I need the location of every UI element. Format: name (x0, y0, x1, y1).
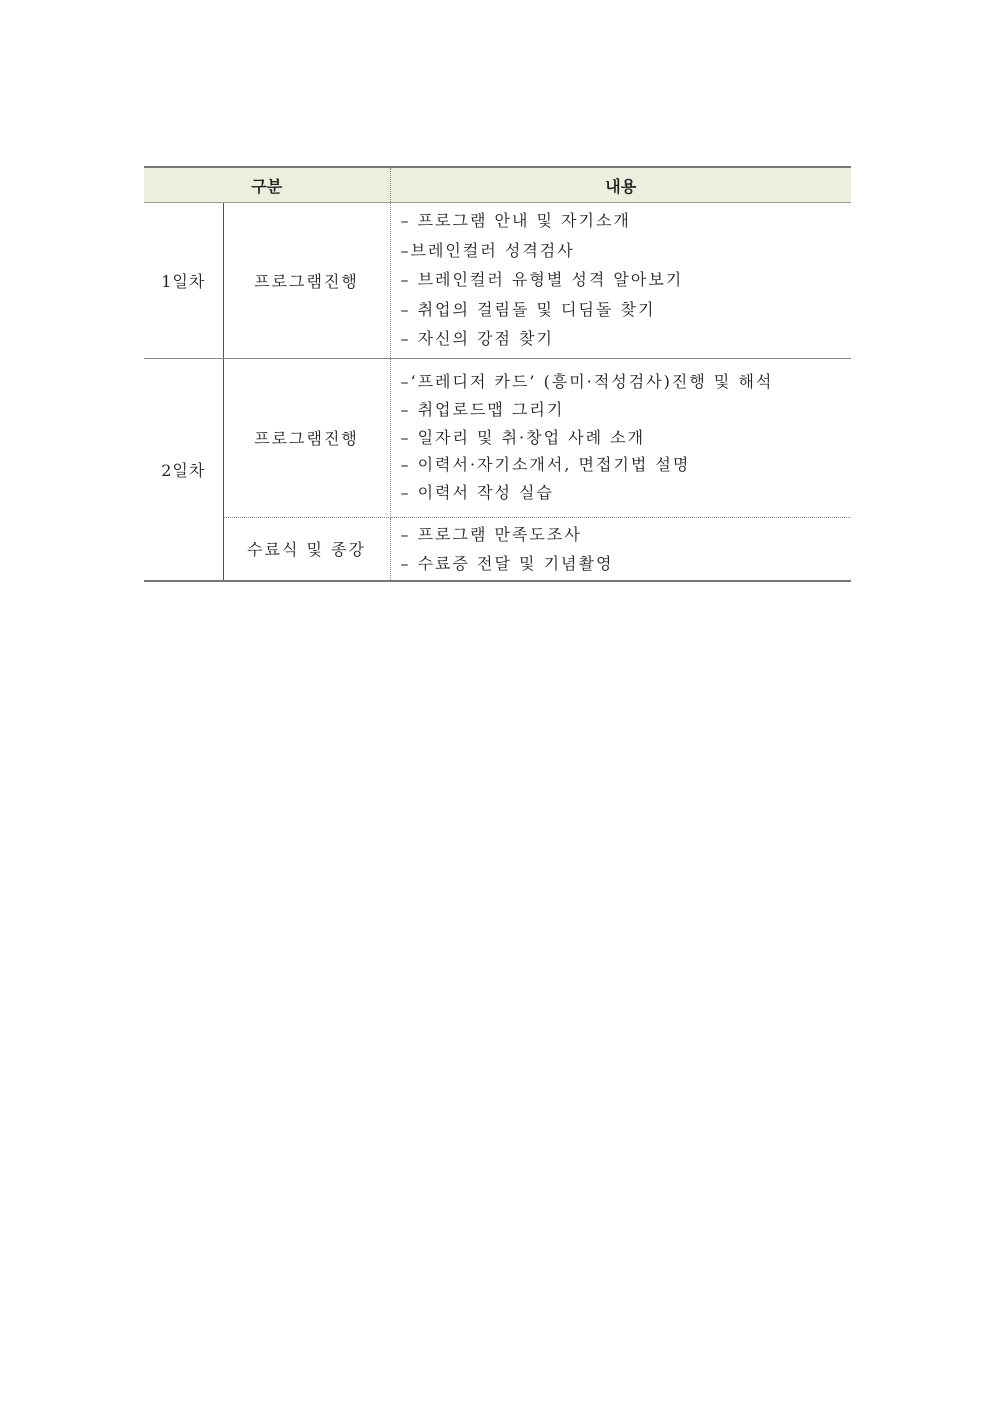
session-type: 프로그램진행 (223, 358, 390, 517)
list-item: – 프로그램 만족도조사 (400, 524, 582, 544)
session-content (390, 203, 851, 359)
table-row (144, 517, 851, 581)
header-content: 내용 (390, 167, 851, 203)
program-schedule-table (144, 166, 851, 582)
session-content (390, 517, 851, 581)
table-header-row (144, 167, 851, 203)
table-row (144, 203, 851, 359)
list-item: –‘프레디저 카드’ (흥미·적성검사)진행 및 해석 (400, 371, 774, 391)
header-category: 구분 (144, 167, 390, 203)
list-item: – 브레인컬러 유형별 성격 알아보기 (400, 270, 684, 290)
list-item: – 일자리 및 취·창업 사례 소개 (400, 427, 646, 447)
table-row (144, 358, 851, 517)
session-content (390, 358, 851, 517)
list-item: – 취업로드맵 그리기 (400, 399, 565, 419)
list-item: – 수료증 전달 및 기념촬영 (400, 553, 614, 573)
list-item: – 프로그램 안내 및 자기소개 (400, 211, 631, 230)
list-item: – 이력서·자기소개서, 면접기법 설명 (400, 455, 691, 475)
session-type: 프로그램진행 (223, 203, 390, 359)
day-label: 2일차 (144, 358, 223, 580)
list-item: – 취업의 걸림돌 및 디딤돌 찾기 (400, 299, 656, 319)
day-label: 1일차 (144, 203, 223, 359)
list-item: –브레인컬러 성격검사 (400, 240, 575, 260)
session-type: 수료식 및 종강 (223, 517, 390, 581)
list-item: – 자신의 강점 찾기 (400, 329, 554, 349)
list-item: – 이력서 작성 실습 (400, 483, 554, 503)
